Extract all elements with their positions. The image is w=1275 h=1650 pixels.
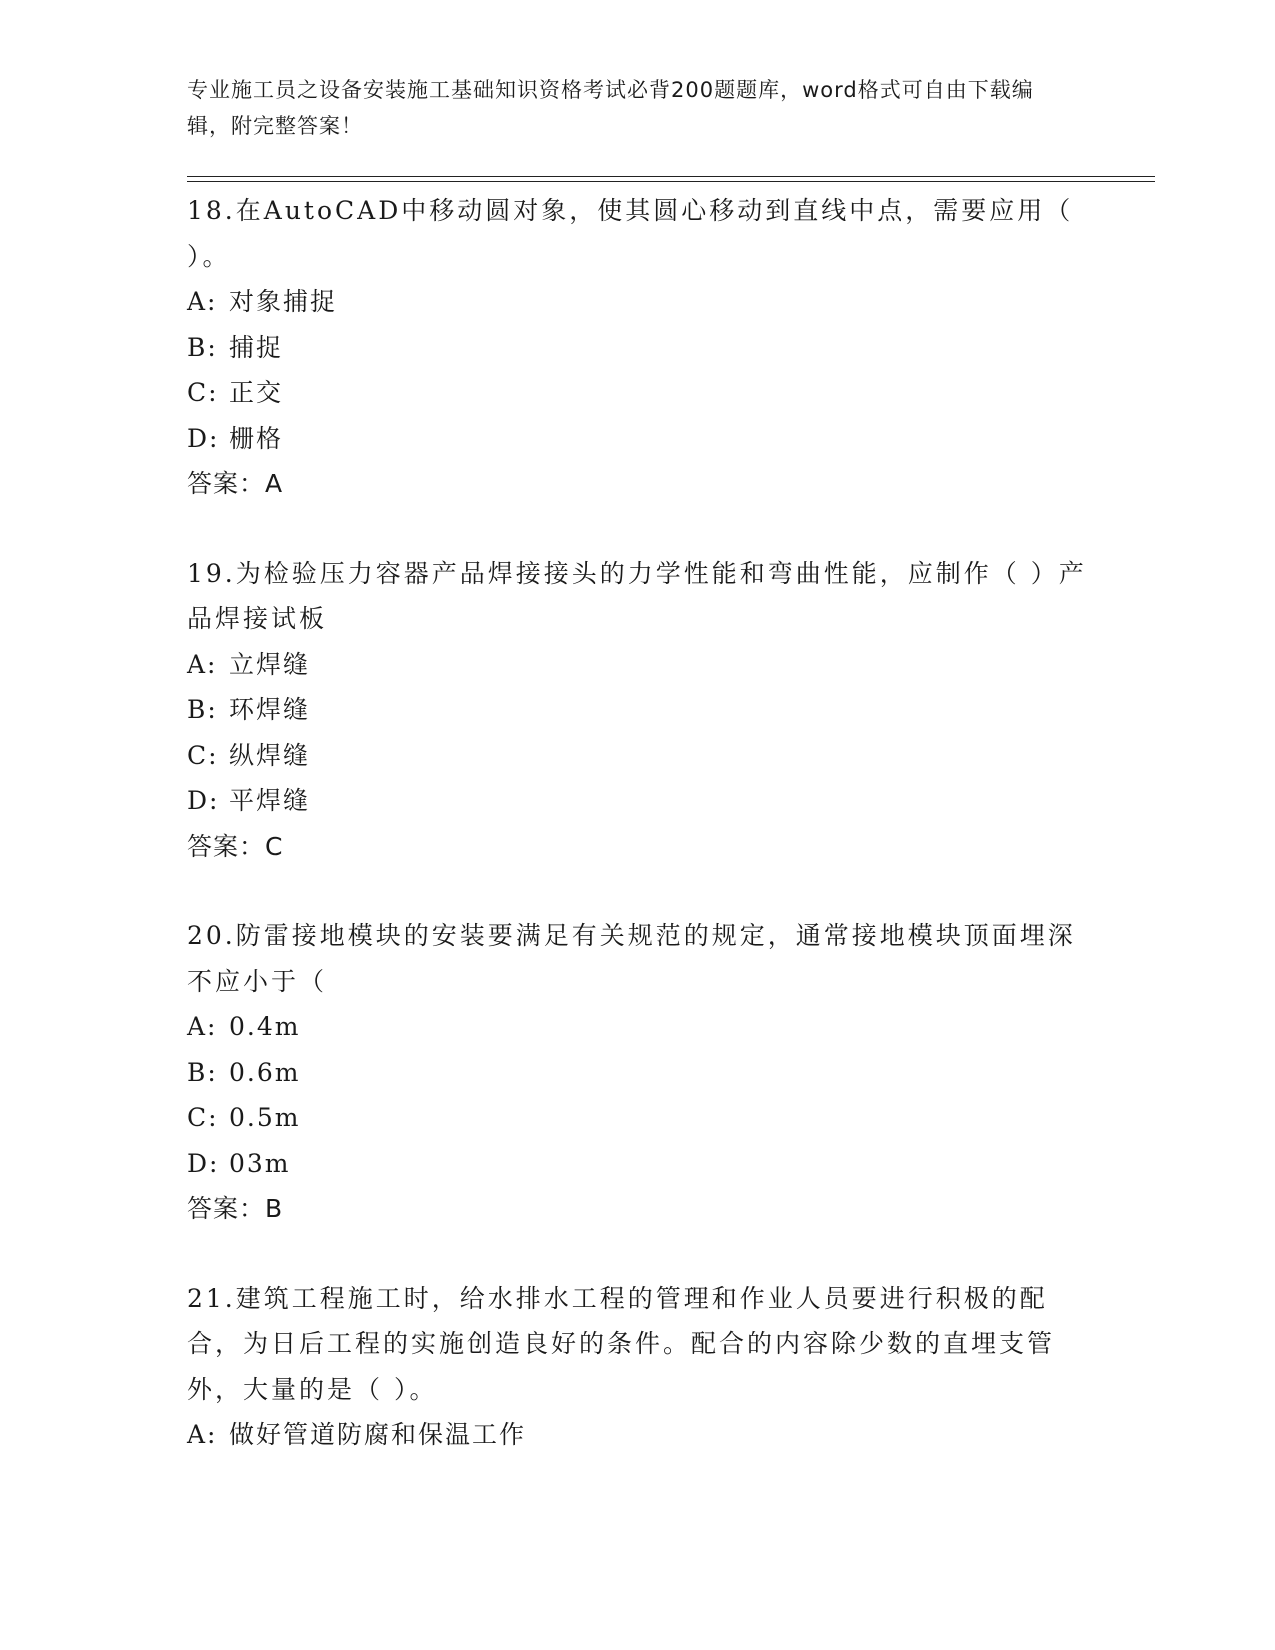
option-key: A: (187, 1012, 218, 1041)
option-key: C: (187, 1103, 219, 1132)
option-text: 平焊缝 (229, 786, 311, 815)
option-key: A: (187, 649, 218, 679)
header-divider-bottom (187, 181, 1155, 182)
option-key: D: (187, 786, 220, 815)
option-b (187, 325, 1087, 371)
option-c (187, 1095, 1087, 1141)
option-b (187, 687, 1087, 733)
option-text: 03m (229, 1148, 291, 1178)
question-21 (187, 1276, 1087, 1458)
question-stem: 18.在AutoCAD中移动圆对象，使其圆心移动到直线中点，需要应用（ ）。 (187, 196, 1074, 271)
option-a (187, 279, 1087, 325)
option-key: C: (187, 378, 219, 407)
option-c (187, 370, 1087, 416)
option-text: 做好管道防腐和保温工作 (229, 1420, 527, 1449)
option-a (187, 1004, 1087, 1050)
option-key: B: (187, 695, 218, 724)
question-stem: 20.防雷接地模块的安装要满足有关规范的规定，通常接地模块顶面埋深不应小于（ (187, 921, 1076, 996)
option-key: D: (187, 423, 220, 453)
question-19 (187, 551, 1087, 870)
option-text: 捕捉 (229, 332, 284, 362)
option-d (187, 778, 1087, 824)
question-list (187, 188, 1087, 1502)
option-text: 立焊缝 (229, 649, 311, 679)
option-text: 0.5m (229, 1103, 301, 1132)
option-text: 0.4m (229, 1012, 301, 1041)
option-key: A: (187, 1420, 218, 1449)
header-divider-top (187, 176, 1155, 177)
question-stem: 21.建筑工程施工时，给水排水工程的管理和作业人员要进行积极的配合，为日后工程的实施创造良好的条件。配合的内容除少数的直埋支管外，大量的是（ ）。 (187, 1283, 1056, 1404)
option-key: C: (187, 740, 219, 770)
option-a (187, 642, 1087, 688)
option-a (187, 1412, 1087, 1458)
option-key: A: (187, 287, 218, 316)
option-b (187, 1050, 1087, 1096)
document-header: 专业施工员之设备安装施工基础知识资格考试必背200题题库，word格式可自由下载编辑，附完整答案！ (187, 78, 1034, 138)
option-text: 环焊缝 (229, 695, 311, 724)
answer-text: 答案：B (187, 1194, 284, 1223)
option-c (187, 733, 1087, 779)
question-stem: 19.为检验压力容器产品焊接接头的力学性能和弯曲性能，应制作（ ）产品焊接试板 (187, 558, 1087, 633)
option-text: 纵焊缝 (229, 740, 311, 770)
question-18 (187, 188, 1087, 507)
option-text: 栅格 (229, 423, 284, 453)
answer-text: 答案：C (187, 831, 284, 861)
option-d (187, 1141, 1087, 1187)
option-text: 正交 (229, 378, 284, 407)
option-text: 0.6m (229, 1057, 301, 1087)
option-d (187, 416, 1087, 462)
option-key: B: (187, 1057, 218, 1087)
option-text: 对象捕捉 (229, 287, 338, 316)
answer-text: 答案：A (187, 469, 284, 498)
option-key: D: (187, 1148, 220, 1178)
question-20 (187, 913, 1087, 1232)
option-key: B: (187, 332, 218, 362)
